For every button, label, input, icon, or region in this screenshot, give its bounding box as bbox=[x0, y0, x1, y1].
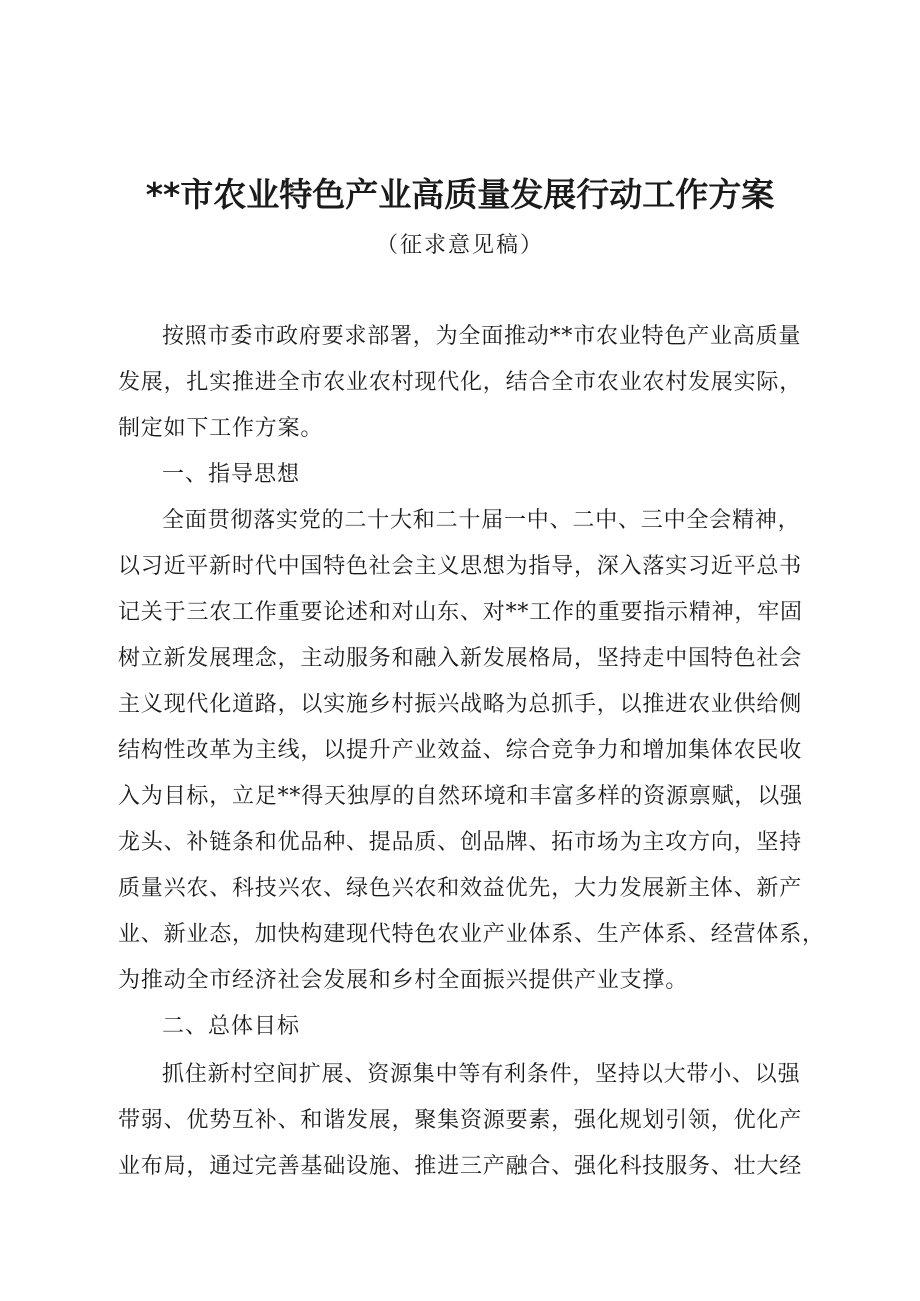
paragraph-line: 入为目标，立足**得天独厚的自然环境和丰富多样的资源禀赋，以强 bbox=[118, 784, 803, 809]
document-title: **市农业特色产业高质量发展行动工作方案 bbox=[145, 175, 775, 214]
paragraph-line: 记关于三农工作重要论述和对山东、对**工作的重要指示精神，牢固 bbox=[118, 600, 803, 625]
paragraph-line: 结构性改革为主线，以提升产业效益、综合竞争力和增加集体农民收 bbox=[118, 738, 803, 763]
document-subtitle: （征求意见稿） bbox=[375, 233, 544, 258]
paragraph-line: 业、新业态，加快构建现代特色农业产业体系、生产体系、经营体系， bbox=[118, 922, 825, 947]
paragraph-line: 树立新发展理念，主动服务和融入新发展格局，坚持走中国特色社会 bbox=[118, 646, 803, 671]
paragraph-line: 按照市委市政府要求部署，为全面推动**市农业特色产业高质量 bbox=[162, 324, 802, 349]
section-heading-overall-goal: 二、总体目标 bbox=[162, 1014, 301, 1039]
paragraph-line: 为推动全市经济社会发展和乡村全面振兴提供产业支撑。 bbox=[118, 968, 689, 993]
paragraph-line: 发展，扎实推进全市农业农村现代化，结合全市农业农村发展实际， bbox=[118, 370, 803, 395]
overall-goal-paragraph bbox=[118, 1052, 818, 1190]
paragraph-line: 以习近平新时代中国特色社会主义思想为指导，深入落实习近平总书 bbox=[118, 554, 803, 579]
paragraph-line: 全面贯彻落实党的二十大和二十届一中、二中、三中全会精神， bbox=[162, 508, 801, 533]
paragraph-line: 主义现代化道路，以实施乡村振兴战略为总抓手，以推进农业供给侧 bbox=[118, 692, 803, 717]
intro-paragraph bbox=[118, 314, 818, 452]
paragraph-line: 质量兴农、科技兴农、绿色兴农和效益优先，大力发展新主体、新产 bbox=[118, 876, 803, 901]
guiding-ideology-paragraph bbox=[118, 498, 825, 1004]
paragraph-line: 制定如下工作方案。 bbox=[118, 416, 324, 441]
paragraph-line: 带弱、优势互补、和谐发展，聚集资源要素，强化规划引领，优化产 bbox=[118, 1108, 803, 1133]
paragraph-line: 抓住新村空间扩展、资源集中等有利条件，坚持以大带小、以强 bbox=[162, 1062, 801, 1087]
paragraph-line: 业布局，通过完善基础设施、推进三产融合、强化科技服务、壮大经 bbox=[118, 1154, 803, 1179]
paragraph-line: 龙头、补链条和优品种、提品质、创品牌、拓市场为主攻方向，坚持 bbox=[118, 830, 803, 855]
section-heading-guiding-ideology: 一、指导思想 bbox=[162, 462, 301, 487]
